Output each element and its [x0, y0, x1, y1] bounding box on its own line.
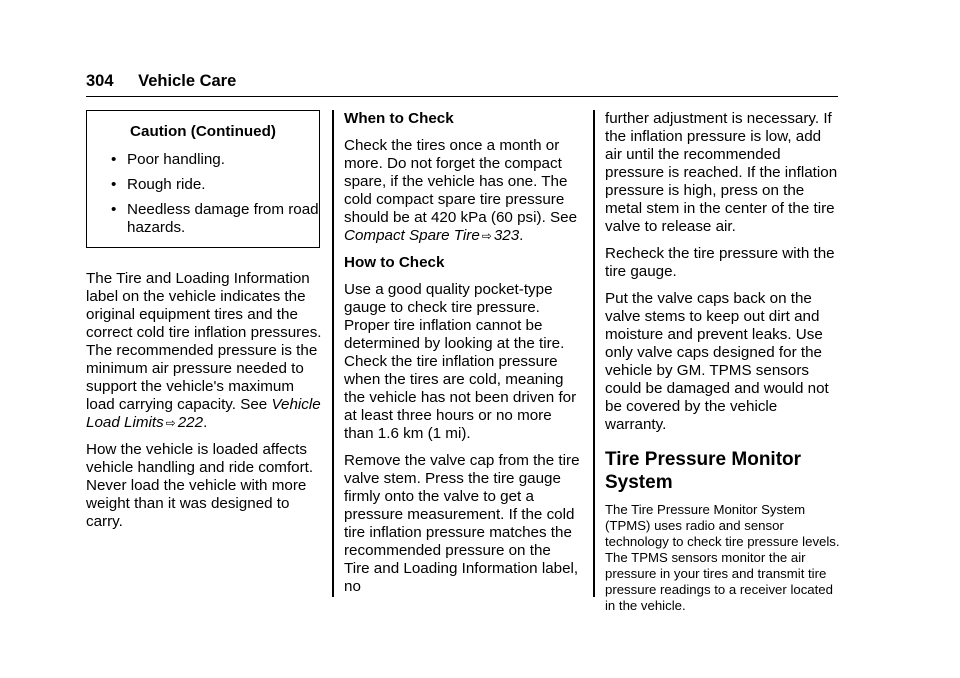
how-to-check-paragraph: Use a good quality pocket-type gauge to check tire pressure. Proper tire inflation cannot be determined by looking at the tire. Check the tire inflation pressure when the tires are cold, meaning the vehicle has not been driven for at least three hours or no more than 1.6 km (1 mi).: [344, 281, 577, 442]
tire-label-paragraph: [86, 270, 322, 432]
page-number: 304: [86, 72, 114, 90]
page-reference-arrow-icon: ⇨: [165, 416, 176, 430]
caution-item: • Rough ride.: [107, 176, 319, 194]
column-2: [344, 110, 580, 605]
page-reference-arrow-icon: ⇨: [481, 229, 492, 243]
vehicle-loading-paragraph: How the vehicle is loaded affects vehicle handling and ride comfort. Never load the vehicle with more weight than it was designed to carry.: [86, 441, 314, 530]
tpms-paragraph: The Tire Pressure Monitor System (TPMS) uses radio and sensor technology to check tire pressure levels. The TPMS sensors monitor the air pressure in your tires and transmit tire pressure readings to a receiver located in the vehicle.: [605, 502, 840, 613]
caution-title: Caution (Continued): [130, 123, 276, 140]
column-divider-2: [593, 110, 595, 597]
column-3: [605, 110, 841, 623]
column-divider-1: [332, 110, 334, 597]
page-header: [86, 72, 838, 97]
valve-cap-paragraph: Remove the valve cap from the tire valve stem. Press the tire gauge firmly onto the valve to get a pressure measurement. If the cold tire inflation pressure matches the recommended pressure on the Tire and Loading Information label, no: [344, 452, 580, 595]
compact-spare-tire-link[interactable]: [344, 227, 519, 244]
adjustment-paragraph: further adjustment is necessary. If the inflation pressure is low, add air until the recommended pressure is reached. If the inflation pressure is high, press on the metal stem in the center of the tire valve to release air.: [605, 110, 838, 235]
how-to-check-heading: How to Check: [344, 254, 445, 271]
compact-spare-tire-page: 323: [493, 227, 520, 244]
tpms-heading: Tire Pressure Monitor System: [605, 449, 802, 493]
valve-caps-paragraph: Put the valve caps back on the valve stems to keep out dirt and moisture and prevent leaks. Use only valve caps designed for the vehicle by GM. TPMS sensors could be damaged and would not be covered by the vehicle warranty.: [605, 290, 829, 433]
caution-item: • Poor handling.: [107, 151, 319, 169]
column-1: [86, 110, 322, 540]
when-to-check-paragraph: [344, 137, 580, 245]
tire-label-text: The Tire and Loading Information label on the vehicle indicates the original equipment tires and the correct cold tire inflation pressures. The recommended pressure is the minimum air pressure needed to support the vehicle's maximum load carrying capacity. See: [86, 270, 322, 413]
when-to-check-text: Check the tires once a month or more. Do not forget the compact spare, if the vehicle has one. The cold compact spare tire pressure should be at 420 kPa (60 psi). See: [344, 137, 578, 226]
sentence-end: .: [519, 227, 524, 244]
caution-box: [86, 110, 320, 248]
compact-spare-tire-link-label: Compact Spare Tire: [344, 227, 480, 244]
vehicle-load-limits-page: 222: [177, 414, 204, 431]
vehicle-load-limits-link-label: Vehicle Load Limits: [86, 396, 321, 431]
sentence-end: .: [203, 414, 208, 431]
section-title: Vehicle Care: [138, 72, 237, 90]
recheck-paragraph: Recheck the tire pressure with the tire gauge.: [605, 245, 835, 280]
caution-item: • Needless damage from road hazards.: [107, 201, 319, 237]
when-to-check-heading: When to Check: [344, 110, 454, 127]
caution-list: [87, 151, 319, 237]
